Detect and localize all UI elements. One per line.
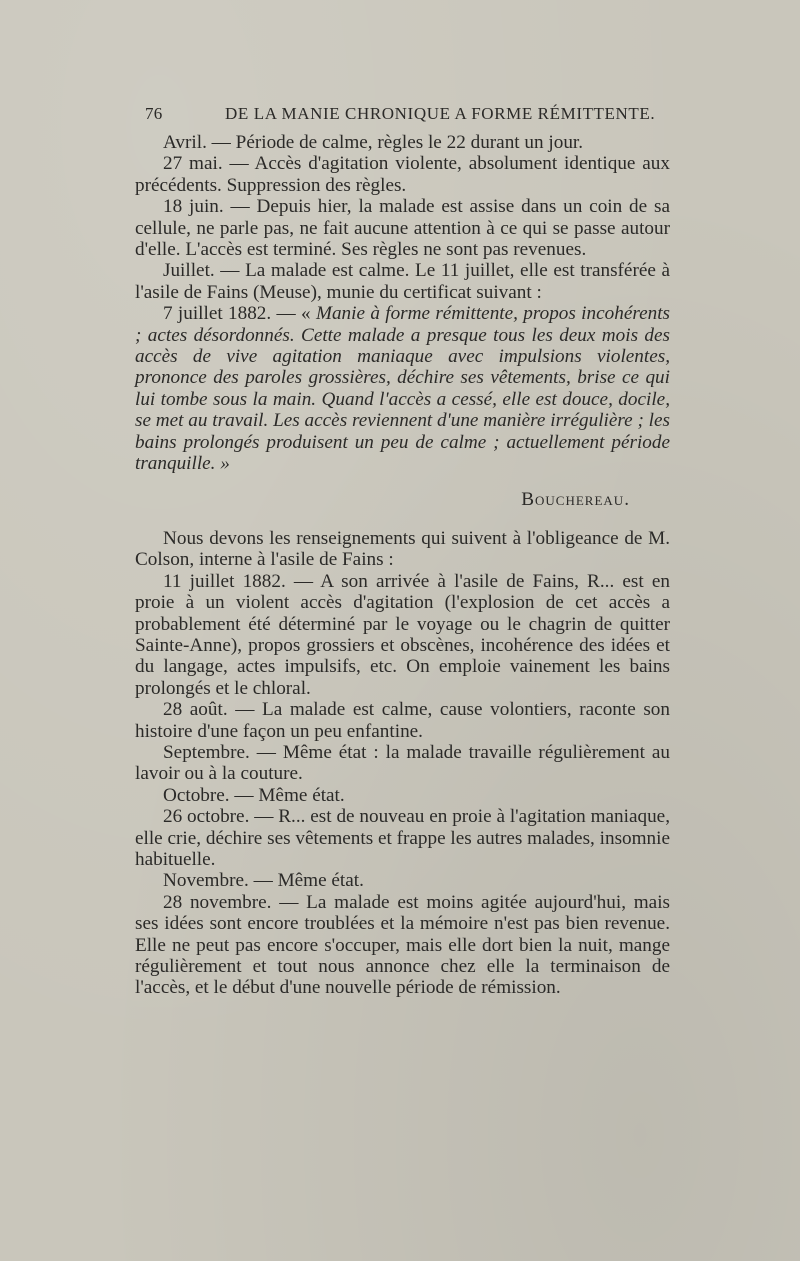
paragraph: 27 mai. — Accès d'agitation violente, absolument identique aux précédents. Suppression des règles. bbox=[135, 153, 670, 196]
paragraph: Octobre. — Même état. bbox=[163, 784, 345, 806]
paragraph: Nous devons les renseignements qui suivent à l'obligeance de M. Colson, interne à l'asile de Fains : bbox=[135, 527, 670, 571]
paragraph: 18 juin. — Depuis hier, la malade est assise dans un coin de sa cellule, ne parle pas, ne fait aucune attention à ce qui se passe autour d'elle. L'accès est terminé. Ses règles ne sont pas revenues. bbox=[135, 196, 670, 261]
paragraph: 28 novembre. — La malade est moins agitée aujourd'hui, mais ses idées sont encore troublées et la mémoire n'est pas bien revenue. Elle ne peut pas encore s'occuper, mais elle dort bien la nuit, mange régulièrement et tout nous annonce chez elle la terminaison de l'accès, et le début d'une nouvelle période de rémission. bbox=[135, 891, 670, 999]
paragraph: 28 août. — La malade est calme, cause volontiers, raconte son histoire d'une façon un peu enfantine. bbox=[135, 699, 670, 742]
paragraph: 26 octobre. — R... est de nouveau en proie à l'agitation maniaque, elle crie, déchire ses vêtements et frappe les autres malades, insomnie habituelle. bbox=[135, 806, 670, 870]
page-number: 76 bbox=[145, 104, 163, 123]
paragraph: Juillet. — La malade est calme. Le 11 juillet, elle est transférée à l'asile de Fains (Meuse), munie du certificat suivant : bbox=[135, 260, 670, 303]
signature: Bouchereau. bbox=[521, 488, 630, 510]
paragraph: 11 juillet 1882. — A son arrivée à l'asile de Fains, R... est en proie à un violent accès d'agitation (l'explosion de cet accès a probablement été déterminé par le voyage ou le chagrin de quitter Sainte-Anne), propos grossiers et obscènes, incohérence des idées et du langage, actes impulsifs, etc. On emploie vainement les bains prolongés et le chloral. bbox=[135, 570, 670, 699]
paragraph: Avril. — Période de calme, règles le 22 durant un jour. bbox=[163, 132, 584, 153]
paragraph: Novembre. — Même état. bbox=[163, 870, 364, 892]
quote-text: Manie à forme rémittente, propos incohérents ; actes désordonnés. Cette malade a presque tous les deux mois des accès de vive agitation maniaque avec impulsions violentes, prononce des paroles grossières, déchire ses vêtements, brise ce qui lui tombe sous la main. Quand l'accès a cessé, elle est douce, docile, se met au travail. Les accès reviennent d'une manière irrégulière ; les bains prolongés produisent un peu de calme ; actuellement période tranquille. » bbox=[135, 303, 670, 475]
page-body bbox=[135, 132, 670, 999]
running-header bbox=[145, 104, 665, 124]
quote-lead: 7 juillet 1882. — « bbox=[163, 303, 316, 325]
running-title: DE LA MANIE CHRONIQUE A FORME RÉMITTENTE. bbox=[225, 104, 656, 123]
paragraph: Septembre. — Même état : la malade travaille régulièrement au lavoir ou à la couture. bbox=[135, 741, 670, 785]
certificate-quote bbox=[135, 303, 670, 474]
